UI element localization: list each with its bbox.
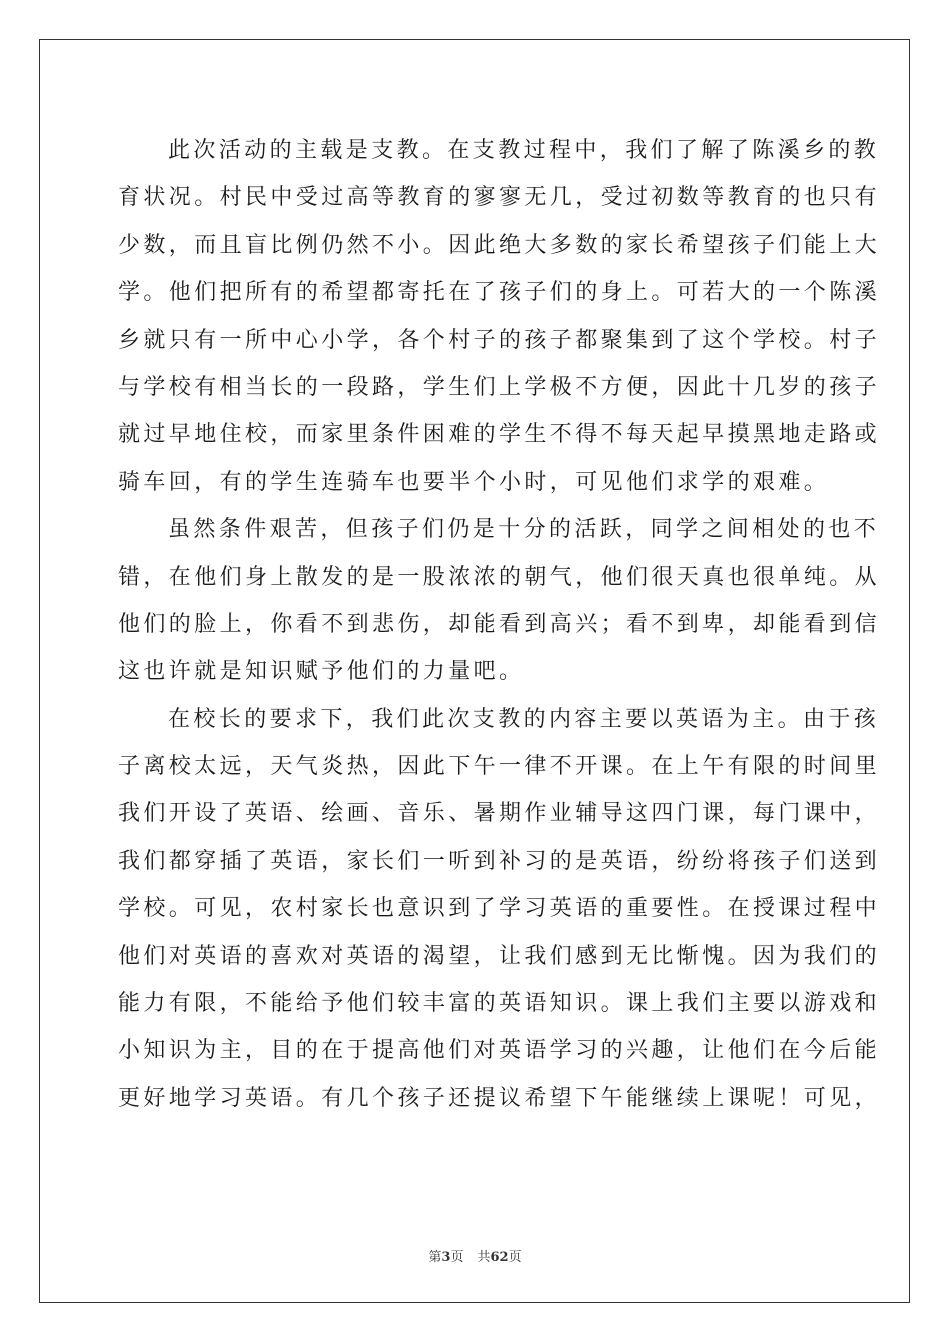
total-prefix: 共: [477, 1250, 491, 1265]
paragraph-3-line-5: 学校。可见，农村家长也意识到了学习英语的重要性。在授课过程中: [118, 896, 881, 922]
page-number: 3: [441, 1250, 451, 1265]
document-body: [118, 127, 881, 1122]
paragraph-3-line-4: 我们都穿插了英语，家长们一听到补习的是英语，纷纷将孩子们送到: [118, 848, 881, 874]
paragraph-3-line-7: 能力有限，不能给予他们较丰富的英语知识。课上我们主要以游戏和: [118, 991, 881, 1017]
page-suffix: 页: [450, 1250, 464, 1265]
paragraph-1-line-3: 少数，而且盲比例仍然不小。因此绝大多数的家长希望孩子们能上大: [118, 232, 881, 258]
paragraph-2-line-4: 这也许就是知识赋予他们的力量吧。: [118, 659, 525, 685]
total-pages: 62: [490, 1250, 509, 1265]
paragraph-3-line-8: 小知识为主，目的在于提高他们对英语学习的兴趣，让他们在今后能: [118, 1038, 881, 1064]
paragraph-1-line-1: 此次活动的主载是支教。在支教过程中，我们了解了陈溪乡的教: [168, 138, 880, 163]
page-footer: [0, 1246, 950, 1265]
paragraph-1-line-5: 乡就只有一所中心小学，各个村子的孩子都聚集到了这个学校。村子: [118, 327, 881, 353]
paragraph-3-line-1: 在校长的要求下，我们此次支教的内容主要以英语为主。由于孩: [168, 706, 880, 732]
paragraph-2-line-3: 他们的脸上，你看不到悲伤，却能看到高兴；看不到卑，却能看到信: [118, 611, 881, 637]
paragraph-2-line-1: 虽然条件艰苦，但孩子们仍是十分的活跃，同学之间相处的也不: [168, 517, 880, 543]
paragraph-1-line-8: 骑车回，有的学生连骑车也要半个小时，可见他们求学的艰难。: [118, 469, 830, 495]
paragraph-1-line-7: 就过早地住校，而家里条件困难的学生不得不每天起早摸黑地走路或: [118, 422, 881, 448]
paragraph-3-line-9: 更好地学习英语。有几个孩子还提议希望下午能继续上课呢！可见，: [118, 1085, 881, 1111]
paragraph-3-line-6: 他们对英语的喜欢对英语的渴望，让我们感到无比惭愧。因为我们的: [118, 943, 881, 969]
page-prefix: 第: [428, 1250, 442, 1265]
paragraph-2-line-2: 错，在他们身上散发的是一股浓浓的朝气，他们很天真也很单纯。从: [118, 564, 881, 590]
paragraph-3-line-3: 我们开设了英语、绘画、音乐、暑期作业辅导这四门课，每门课中，: [118, 801, 881, 827]
paragraph-1-line-2: 育状况。村民中受过高等教育的寥寥无几，受过初数等教育的也只有: [118, 185, 881, 211]
paragraph-1-line-4: 学。他们把所有的希望都寄托在了孩子们的身上。可若大的一个陈溪: [118, 280, 881, 306]
paragraph-3-line-2: 子离校太远，天气炎热，因此下午一律不开课。在上午有限的时间里: [118, 754, 881, 780]
total-suffix: 页: [508, 1250, 522, 1265]
paragraph-1-line-6: 与学校有相当长的一段路，学生们上学极不方便，因此十几岁的孩子: [118, 374, 881, 400]
